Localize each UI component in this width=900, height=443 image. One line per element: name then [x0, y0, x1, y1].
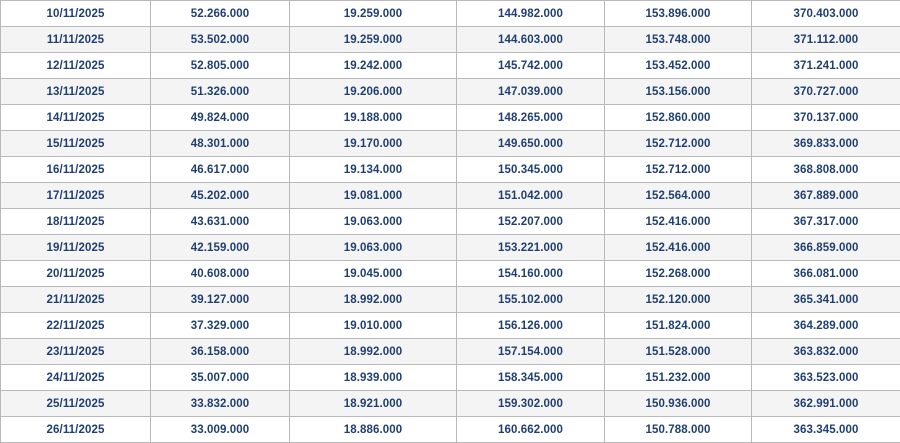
- table-row: [1, 235, 900, 261]
- value-cell-col-5: 150.788.000: [605, 417, 752, 443]
- value-cell-col-4: 145.742.000: [457, 53, 605, 79]
- date-cell: 23/11/2025: [1, 339, 151, 365]
- value-cell-col-4: 144.982.000: [457, 1, 605, 27]
- value-cell-col-2: 33.832.000: [151, 391, 290, 417]
- value-cell-col-6: 370.403.000: [752, 1, 900, 27]
- value-cell-col-6: 370.727.000: [752, 79, 900, 105]
- date-cell: 15/11/2025: [1, 131, 151, 157]
- table-row: [1, 105, 900, 131]
- value-cell-col-3: 19.081.000: [290, 183, 457, 209]
- value-cell-col-4: 153.221.000: [457, 235, 605, 261]
- value-cell-col-5: 152.564.000: [605, 183, 752, 209]
- value-cell-col-2: 46.617.000: [151, 157, 290, 183]
- value-cell-col-3: 18.921.000: [290, 391, 457, 417]
- table-row: [1, 79, 900, 105]
- value-cell-col-6: 366.081.000: [752, 261, 900, 287]
- value-cell-col-4: 144.603.000: [457, 27, 605, 53]
- value-cell-col-6: 366.859.000: [752, 235, 900, 261]
- value-cell-col-2: 39.127.000: [151, 287, 290, 313]
- value-cell-col-4: 157.154.000: [457, 339, 605, 365]
- value-cell-col-2: 43.631.000: [151, 209, 290, 235]
- value-cell-col-3: 19.134.000: [290, 157, 457, 183]
- date-cell: 25/11/2025: [1, 391, 151, 417]
- value-cell-col-6: 362.991.000: [752, 391, 900, 417]
- value-cell-col-3: 18.939.000: [290, 365, 457, 391]
- date-cell: 19/11/2025: [1, 235, 151, 261]
- table-row: [1, 1, 900, 27]
- value-cell-col-3: 19.045.000: [290, 261, 457, 287]
- value-cell-col-3: 18.992.000: [290, 287, 457, 313]
- date-cell: 16/11/2025: [1, 157, 151, 183]
- value-cell-col-6: 363.523.000: [752, 365, 900, 391]
- table-row: [1, 183, 900, 209]
- value-cell-col-4: 150.345.000: [457, 157, 605, 183]
- value-cell-col-6: 367.317.000: [752, 209, 900, 235]
- value-cell-col-4: 159.302.000: [457, 391, 605, 417]
- value-cell-col-2: 52.805.000: [151, 53, 290, 79]
- value-cell-col-2: 33.009.000: [151, 417, 290, 443]
- table-row: [1, 417, 900, 443]
- value-cell-col-5: 151.824.000: [605, 313, 752, 339]
- value-cell-col-5: 150.936.000: [605, 391, 752, 417]
- table-row: [1, 53, 900, 79]
- value-cell-col-5: 152.712.000: [605, 157, 752, 183]
- value-cell-col-6: 369.833.000: [752, 131, 900, 157]
- value-cell-col-5: 151.528.000: [605, 339, 752, 365]
- value-cell-col-3: 19.063.000: [290, 209, 457, 235]
- date-cell: 11/11/2025: [1, 27, 151, 53]
- value-cell-col-2: 40.608.000: [151, 261, 290, 287]
- value-cell-col-3: 19.063.000: [290, 235, 457, 261]
- value-cell-col-5: 152.416.000: [605, 235, 752, 261]
- value-cell-col-3: 19.242.000: [290, 53, 457, 79]
- value-cell-col-5: 153.896.000: [605, 1, 752, 27]
- value-cell-col-2: 49.824.000: [151, 105, 290, 131]
- value-cell-col-2: 36.158.000: [151, 339, 290, 365]
- table-row: [1, 157, 900, 183]
- value-cell-col-6: 370.137.000: [752, 105, 900, 131]
- value-cell-col-4: 160.662.000: [457, 417, 605, 443]
- value-cell-col-5: 153.748.000: [605, 27, 752, 53]
- value-cell-col-3: 19.259.000: [290, 27, 457, 53]
- value-cell-col-3: 18.992.000: [290, 339, 457, 365]
- value-cell-col-3: 19.259.000: [290, 1, 457, 27]
- value-cell-col-3: 19.206.000: [290, 79, 457, 105]
- value-cell-col-4: 155.102.000: [457, 287, 605, 313]
- value-cell-col-6: 365.341.000: [752, 287, 900, 313]
- value-cell-col-4: 147.039.000: [457, 79, 605, 105]
- date-cell: 24/11/2025: [1, 365, 151, 391]
- date-cell: 18/11/2025: [1, 209, 151, 235]
- value-cell-col-2: 37.329.000: [151, 313, 290, 339]
- value-cell-col-3: 18.886.000: [290, 417, 457, 443]
- date-cell: 12/11/2025: [1, 53, 151, 79]
- date-cell: 13/11/2025: [1, 79, 151, 105]
- value-cell-col-6: 368.808.000: [752, 157, 900, 183]
- value-cell-col-5: 152.268.000: [605, 261, 752, 287]
- table-row: [1, 287, 900, 313]
- value-cell-col-5: 153.156.000: [605, 79, 752, 105]
- date-cell: 21/11/2025: [1, 287, 151, 313]
- value-cell-col-4: 152.207.000: [457, 209, 605, 235]
- value-cell-col-5: 152.416.000: [605, 209, 752, 235]
- value-cell-col-5: 151.232.000: [605, 365, 752, 391]
- table-row: [1, 339, 900, 365]
- table-row: [1, 131, 900, 157]
- value-cell-col-4: 158.345.000: [457, 365, 605, 391]
- value-cell-col-2: 53.502.000: [151, 27, 290, 53]
- value-cell-col-2: 42.159.000: [151, 235, 290, 261]
- table-row: [1, 261, 900, 287]
- value-cell-col-5: 152.860.000: [605, 105, 752, 131]
- value-cell-col-3: 19.010.000: [290, 313, 457, 339]
- date-cell: 26/11/2025: [1, 417, 151, 443]
- value-cell-col-4: 148.265.000: [457, 105, 605, 131]
- value-cell-col-4: 156.126.000: [457, 313, 605, 339]
- value-cell-col-4: 154.160.000: [457, 261, 605, 287]
- date-cell: 20/11/2025: [1, 261, 151, 287]
- value-cell-col-4: 149.650.000: [457, 131, 605, 157]
- value-cell-col-3: 19.170.000: [290, 131, 457, 157]
- value-cell-col-2: 45.202.000: [151, 183, 290, 209]
- date-cell: 17/11/2025: [1, 183, 151, 209]
- date-cell: 14/11/2025: [1, 105, 151, 131]
- value-cell-col-2: 52.266.000: [151, 1, 290, 27]
- table-row: [1, 313, 900, 339]
- date-cell: 10/11/2025: [1, 1, 151, 27]
- value-cell-col-2: 48.301.000: [151, 131, 290, 157]
- table-row: [1, 27, 900, 53]
- value-cell-col-6: 371.112.000: [752, 27, 900, 53]
- table-body: [1, 1, 900, 443]
- value-cell-col-6: 363.345.000: [752, 417, 900, 443]
- value-cell-col-3: 19.188.000: [290, 105, 457, 131]
- value-cell-col-5: 153.452.000: [605, 53, 752, 79]
- table-row: [1, 365, 900, 391]
- value-cell-col-5: 152.712.000: [605, 131, 752, 157]
- value-cell-col-5: 152.120.000: [605, 287, 752, 313]
- value-cell-col-2: 35.007.000: [151, 365, 290, 391]
- value-cell-col-6: 364.289.000: [752, 313, 900, 339]
- date-cell: 22/11/2025: [1, 313, 151, 339]
- value-cell-col-6: 363.832.000: [752, 339, 900, 365]
- value-cell-col-2: 51.326.000: [151, 79, 290, 105]
- value-cell-col-6: 367.889.000: [752, 183, 900, 209]
- table-row: [1, 391, 900, 417]
- value-cell-col-6: 371.241.000: [752, 53, 900, 79]
- table-row: [1, 209, 900, 235]
- value-cell-col-4: 151.042.000: [457, 183, 605, 209]
